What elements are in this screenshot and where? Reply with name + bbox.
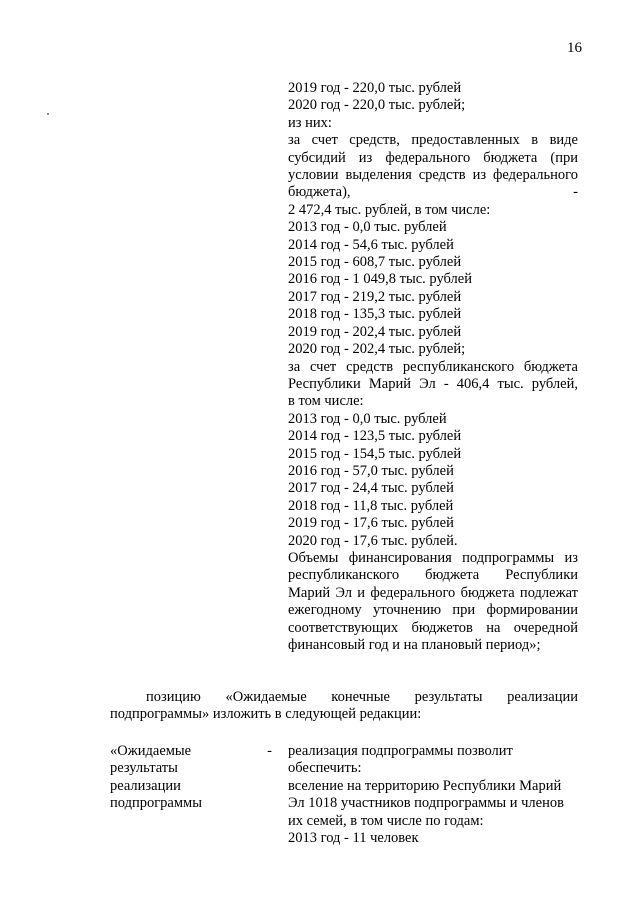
federal-intro-paragraph: за счет средств, предоставленных в виде субсидий из федерального бюджета (при условии выделения средств из федерального бюджета), - (288, 132, 578, 201)
federal-year-2017: 2017 год - 219,2 тыс. рублей (288, 288, 462, 305)
total-line-2020: 2020 год - 220,0 тыс. рублей; (288, 97, 466, 114)
total-line-2019: 2019 год - 220,0 тыс. рублей (288, 80, 462, 96)
republic-year-2018: 2018 год - 11,8 тыс. рублей (288, 497, 454, 514)
republic-year-2019: 2019 год - 17,6 тыс. рублей (288, 515, 454, 532)
of-them-label: из них: (288, 114, 332, 131)
federal-year-2019: 2019 год - 202,4 тыс. рублей (288, 323, 462, 340)
federal-year-2020: 2020 год - 202,4 тыс. рублей; (288, 341, 466, 358)
results-settle-paragraph: вселение на территорию Республики Марий Эл 1018 участников подпрограммы и членов их семей, в том числе по годам: (288, 777, 564, 829)
republic-year-2015: 2015 год - 154,5 тыс. рублей (288, 445, 462, 462)
results-intro-paragraph: реализация подпрограммы позволит обеспечить: (288, 743, 513, 777)
federal-total: 2 472,4 тыс. рублей, в том числе: (288, 201, 491, 218)
federal-year-2015: 2015 год - 608,7 тыс. рублей (288, 254, 462, 271)
results-label-line-4: подпрограммы (110, 795, 202, 812)
page-number: 16 (567, 40, 582, 56)
republic-year-2017: 2017 год - 24,4 тыс. рублей (288, 480, 454, 497)
federal-year-2018: 2018 год - 135,3 тыс. рублей (288, 306, 462, 323)
results-year-2013: 2013 год - 11 человек (288, 830, 419, 847)
republic-year-2016: 2016 год - 57,0 тыс. рублей (288, 462, 454, 479)
results-label-dash: - (267, 743, 272, 759)
republic-year-2014: 2014 год - 123,5 тыс. рублей (288, 428, 462, 445)
results-column (288, 743, 578, 847)
results-label-line-1: «Ожидаемые (110, 743, 192, 759)
republic-intro-paragraph: за счет средств республиканского бюджета Республики Марий Эл - 406,4 тыс. рублей, (288, 358, 578, 392)
republic-intro-tail: в том числе: (288, 393, 364, 410)
scan-artifact-dot (47, 113, 49, 115)
federal-year-2016: 2016 год - 1 049,8 тыс. рублей (288, 271, 472, 288)
federal-year-2013: 2013 год - 0,0 тыс. рублей (288, 219, 447, 236)
republic-year-2013: 2013 год - 0,0 тыс. рублей (288, 410, 447, 427)
funding-note-paragraph: Объемы финансирования подпрограммы из республиканского бюджета Республики Марий Эл и федерального бюджета подлежат ежегодному уточнению при формировании соответствующих бюджетов на очередной финансовый год и на плановый период»; (288, 549, 578, 653)
results-label-line-3: реализации (110, 777, 181, 794)
results-label (110, 743, 280, 813)
funding-column (288, 80, 578, 654)
federal-year-2014: 2014 год - 54,6 тыс. рублей (288, 236, 454, 253)
results-label-line-2: результаты (110, 760, 178, 777)
republic-year-2020: 2020 год - 17,6 тыс. рублей. (288, 532, 458, 549)
instruction-paragraph: позицию «Ожидаемые конечные результаты реализации подпрограммы» изложить в следующей редакции: (110, 689, 578, 723)
